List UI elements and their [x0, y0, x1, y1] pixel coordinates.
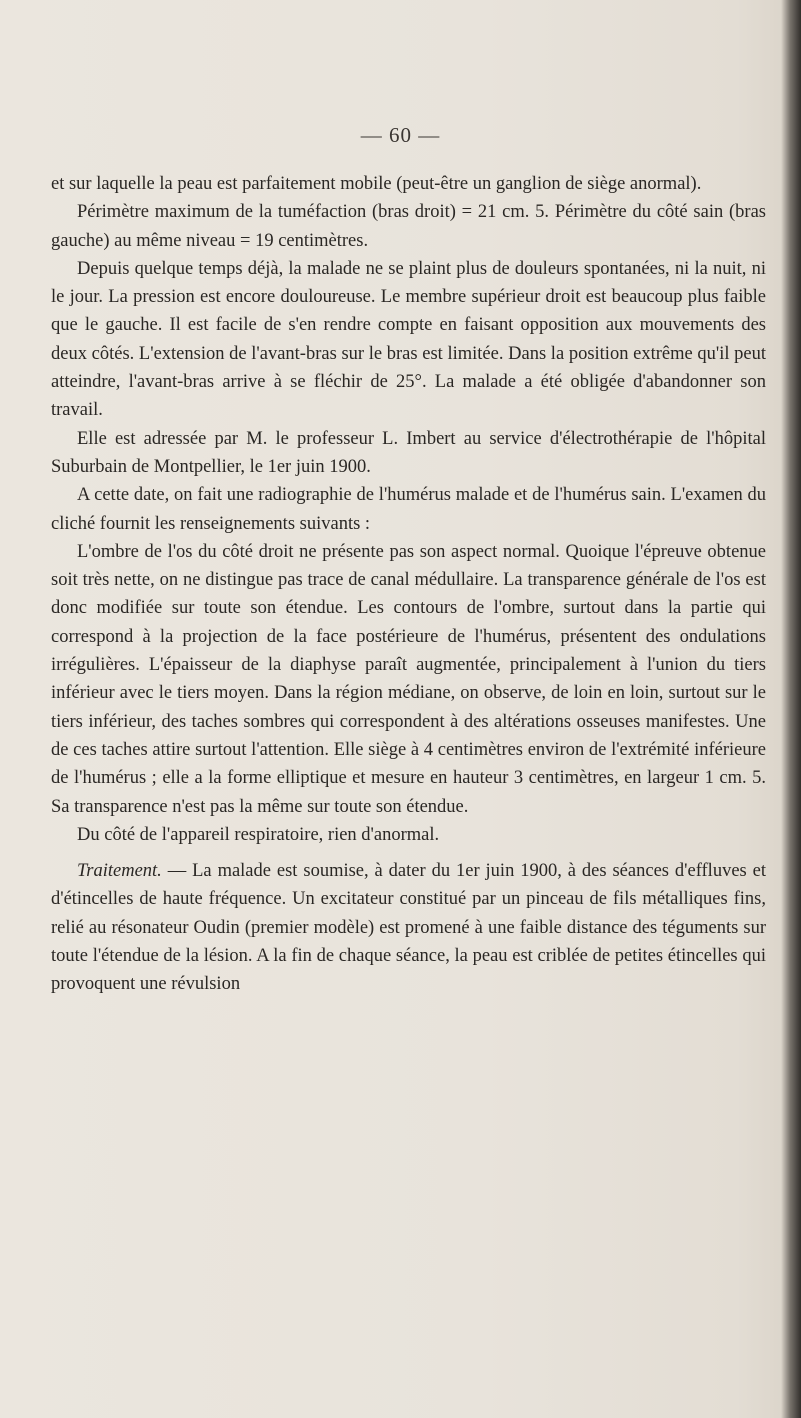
paragraph-4: Elle est adressée par M. le professeur L. Imbert au service d'électrothérapie de l'hôpital Suburbain de Montpellier, le 1er juin 1900.: [51, 428, 766, 477]
paragraph-2: Périmètre maximum de la tuméfaction (bras droit) = 21 cm. 5. Périmètre du côté sain (bras gauche) au même niveau = 19 centimètres.: [51, 202, 766, 251]
paragraph-3: Depuis quelque temps déjà, la malade ne se plaint plus de douleurs spontanées, ni la nuit, ni le jour. La pression est encore douloureuse. Le membre supérieur droit est beaucoup plus faible que le gauche. Il est facile de s'en rendre compte en faisant opposition aux mouvements des deux côtés. L'extension de l'avant-bras sur le bras est limitée. Dans la position extrême qu'il peut atteindre, l'avant-bras arrive à se fléchir de 25°. La malade a été obligée d'abandonner son travail.: [51, 258, 766, 421]
paragraph-5: A cette date, on fait une radiographie de l'humérus malade et de l'humérus sain. L'examen du cliché fournit les renseignements suivants :: [51, 485, 766, 534]
paragraph-7: Du côté de l'appareil respiratoire, rien d'anormal.: [77, 824, 440, 845]
body-text: [51, 170, 766, 999]
treatment-paragraph: [51, 857, 766, 998]
page-number: — 60 —: [360, 123, 441, 147]
paragraph-1: et sur laquelle la peau est parfaitement mobile (peut-être un ganglion de siège anormal).: [51, 174, 702, 194]
treatment-heading: Traitement.: [77, 861, 162, 882]
paragraph-6: L'ombre de l'os du côté droit ne présente pas son aspect normal. Quoique l'épreuve obtenue soit très nette, on ne distingue pas trace de canal médullaire. La transparence générale de l'os est donc modifiée sur toute son étendue. Les contours de l'ombre, surtout dans la partie qui correspond à la projection de la face postérieure de l'humérus, présentent des ondulations irrégulières. L'épaisseur de la diaphyse paraît augmentée, principalement à l'union du tiers inférieur avec le tiers moyen. Dans la région médiane, on observe, de loin en loin, surtout sur le tiers inférieur, des taches sombres qui correspondent à des altérations osseuses manifestes. Une de ces taches attire surtout l'attention. Elle siège à 4 centimètres environ de l'extrémité inférieure de l'humérus ; elle a la forme elliptique et mesure en hauteur 3 centimètres, en largeur 1 cm. 5. Sa transparence n'est pas la même sur toute son étendue.: [51, 541, 766, 817]
page-edge-shadow: [781, 0, 801, 1418]
treatment-text: — La malade est soumise, à dater du 1er juin 1900, à des séances d'effluves et d'étincelles de haute fréquence. Un excitateur constitué par un pinceau de fils métalliques fins, relié au résonateur Oudin (premier modèle) est promené à une faible distance des téguments sur toute l'étendue de la lésion. A la fin de chaque séance, la peau est criblée de petites étincelles qui provoquent une révulsion: [51, 861, 766, 995]
